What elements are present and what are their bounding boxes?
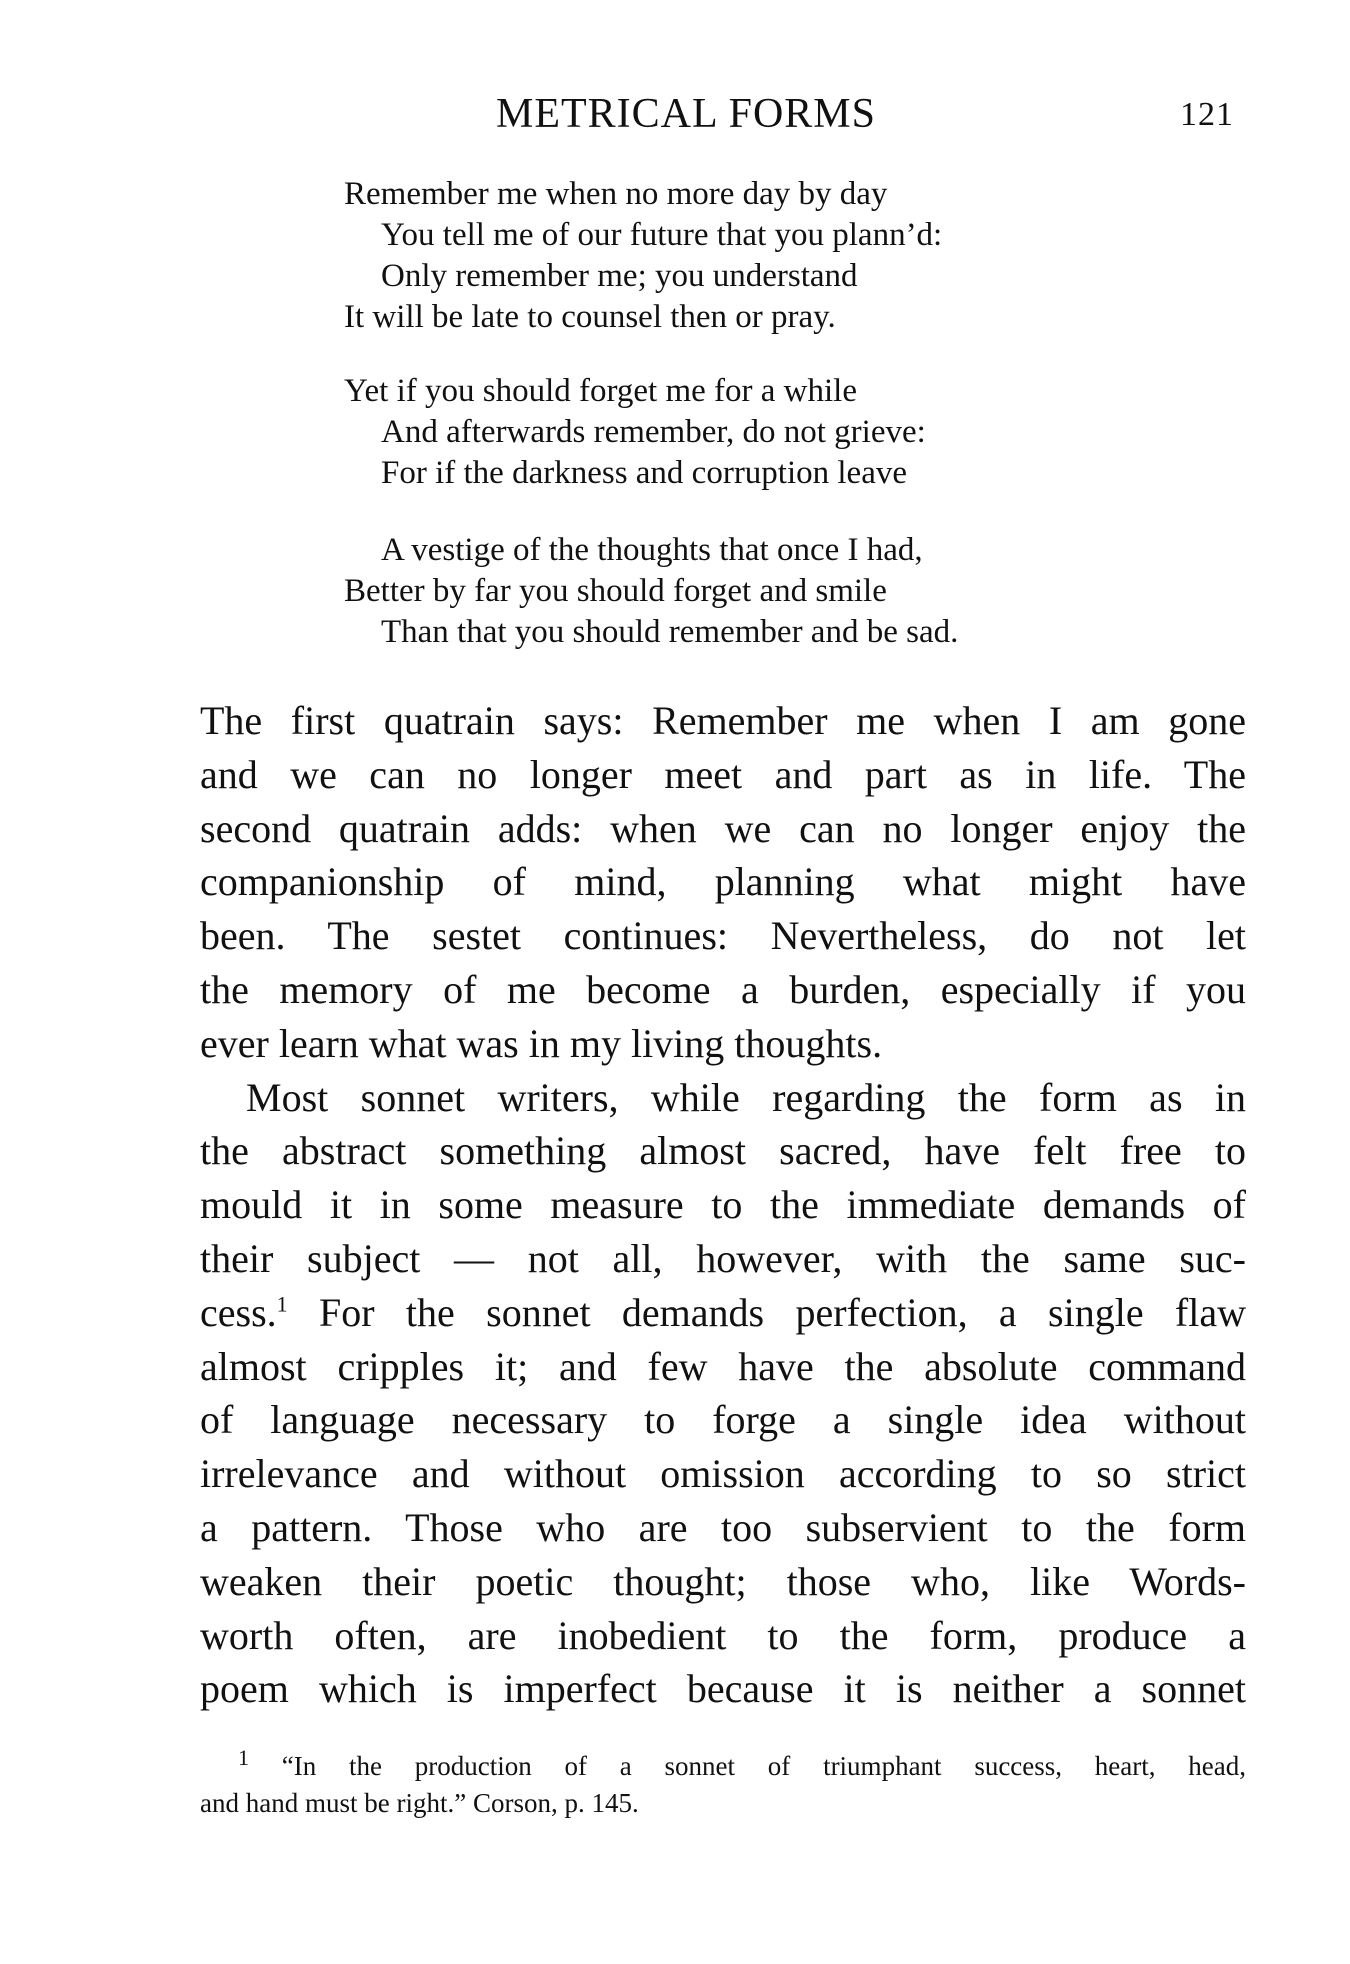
poem-line: A vestige of the thoughts that once I had, [381, 532, 923, 568]
running-head: METRICAL FORMS [496, 91, 877, 137]
body-line: worth often, are inobedient to the form, produce a [200, 1612, 1246, 1658]
poem-stanza-2 [344, 371, 926, 494]
footnote [200, 1745, 1247, 1822]
poem-line: Remember me when no more day by day [344, 176, 888, 212]
body-line: weaken their poetic thought; those who, like Words- [200, 1558, 1246, 1604]
poem-stanza-3 [344, 530, 958, 653]
body-line: almost cripples it; and few have the absolute command [200, 1343, 1246, 1389]
poem-line: Than that you should remember and be sad. [381, 614, 959, 650]
poem-line: And afterwards remember, do not grieve: [381, 414, 926, 450]
footnote-marker: 1 [238, 1745, 249, 1770]
footnote-text: “In the production of a sonnet of triumphant success, heart, head, [281, 1751, 1247, 1781]
body-line: second quatrain adds: when we can no longer enjoy the [200, 805, 1246, 851]
poem-line: You tell me of our future that you plann’d: [381, 217, 943, 253]
poem-stanza-1 [344, 174, 942, 338]
body-line: the abstract something almost sacred, have felt free to [200, 1128, 1246, 1174]
body-line: ever learn what was in my living thoughts. [200, 1020, 883, 1066]
body-line: been. The sestet continues: Nevertheless, do not let [200, 913, 1246, 959]
footnote-line: and hand must be right.” Corson, p. 145. [200, 1788, 639, 1818]
body-text [200, 694, 1246, 1716]
poem-line: It will be late to counsel then or pray. [344, 299, 836, 335]
poem-line: Better by far you should forget and smile [344, 573, 887, 609]
footnote-reference[interactable]: 1 [276, 1291, 288, 1317]
page-number: 121 [1180, 96, 1234, 133]
body-line: a pattern. Those who are too subservient to the form [200, 1504, 1246, 1550]
body-text-segment: cess. [200, 1289, 277, 1335]
body-line: mould it in some measure to the immediate demands of [200, 1182, 1246, 1228]
poem-line: For if the darkness and corruption leave [381, 455, 908, 491]
poem-line: Only remember me; you understand [381, 258, 858, 294]
poem-line: Yet if you should forget me for a while [344, 373, 857, 409]
body-line: their subject — not all, however, with the same suc- [200, 1235, 1246, 1281]
body-line: and we can no longer meet and part as in life. The [200, 751, 1246, 797]
body-line [200, 1286, 1246, 1340]
body-line: the memory of me become a burden, especially if you [200, 966, 1246, 1012]
body-line: irrelevance and without omission according to so strict [200, 1451, 1246, 1497]
body-line: Most sonnet writers, while regarding the form as in [246, 1074, 1246, 1120]
body-line: companionship of mind, planning what might have [200, 859, 1246, 905]
footnote-line [200, 1745, 1247, 1785]
body-line: of language necessary to forge a single idea without [200, 1397, 1246, 1443]
body-text-segment: For the sonnet demands perfection, a single flaw [319, 1289, 1247, 1335]
body-line: poem which is imperfect because it is neither a sonnet [200, 1666, 1246, 1712]
body-line: The first quatrain says: Remember me when I am gone [200, 698, 1246, 743]
